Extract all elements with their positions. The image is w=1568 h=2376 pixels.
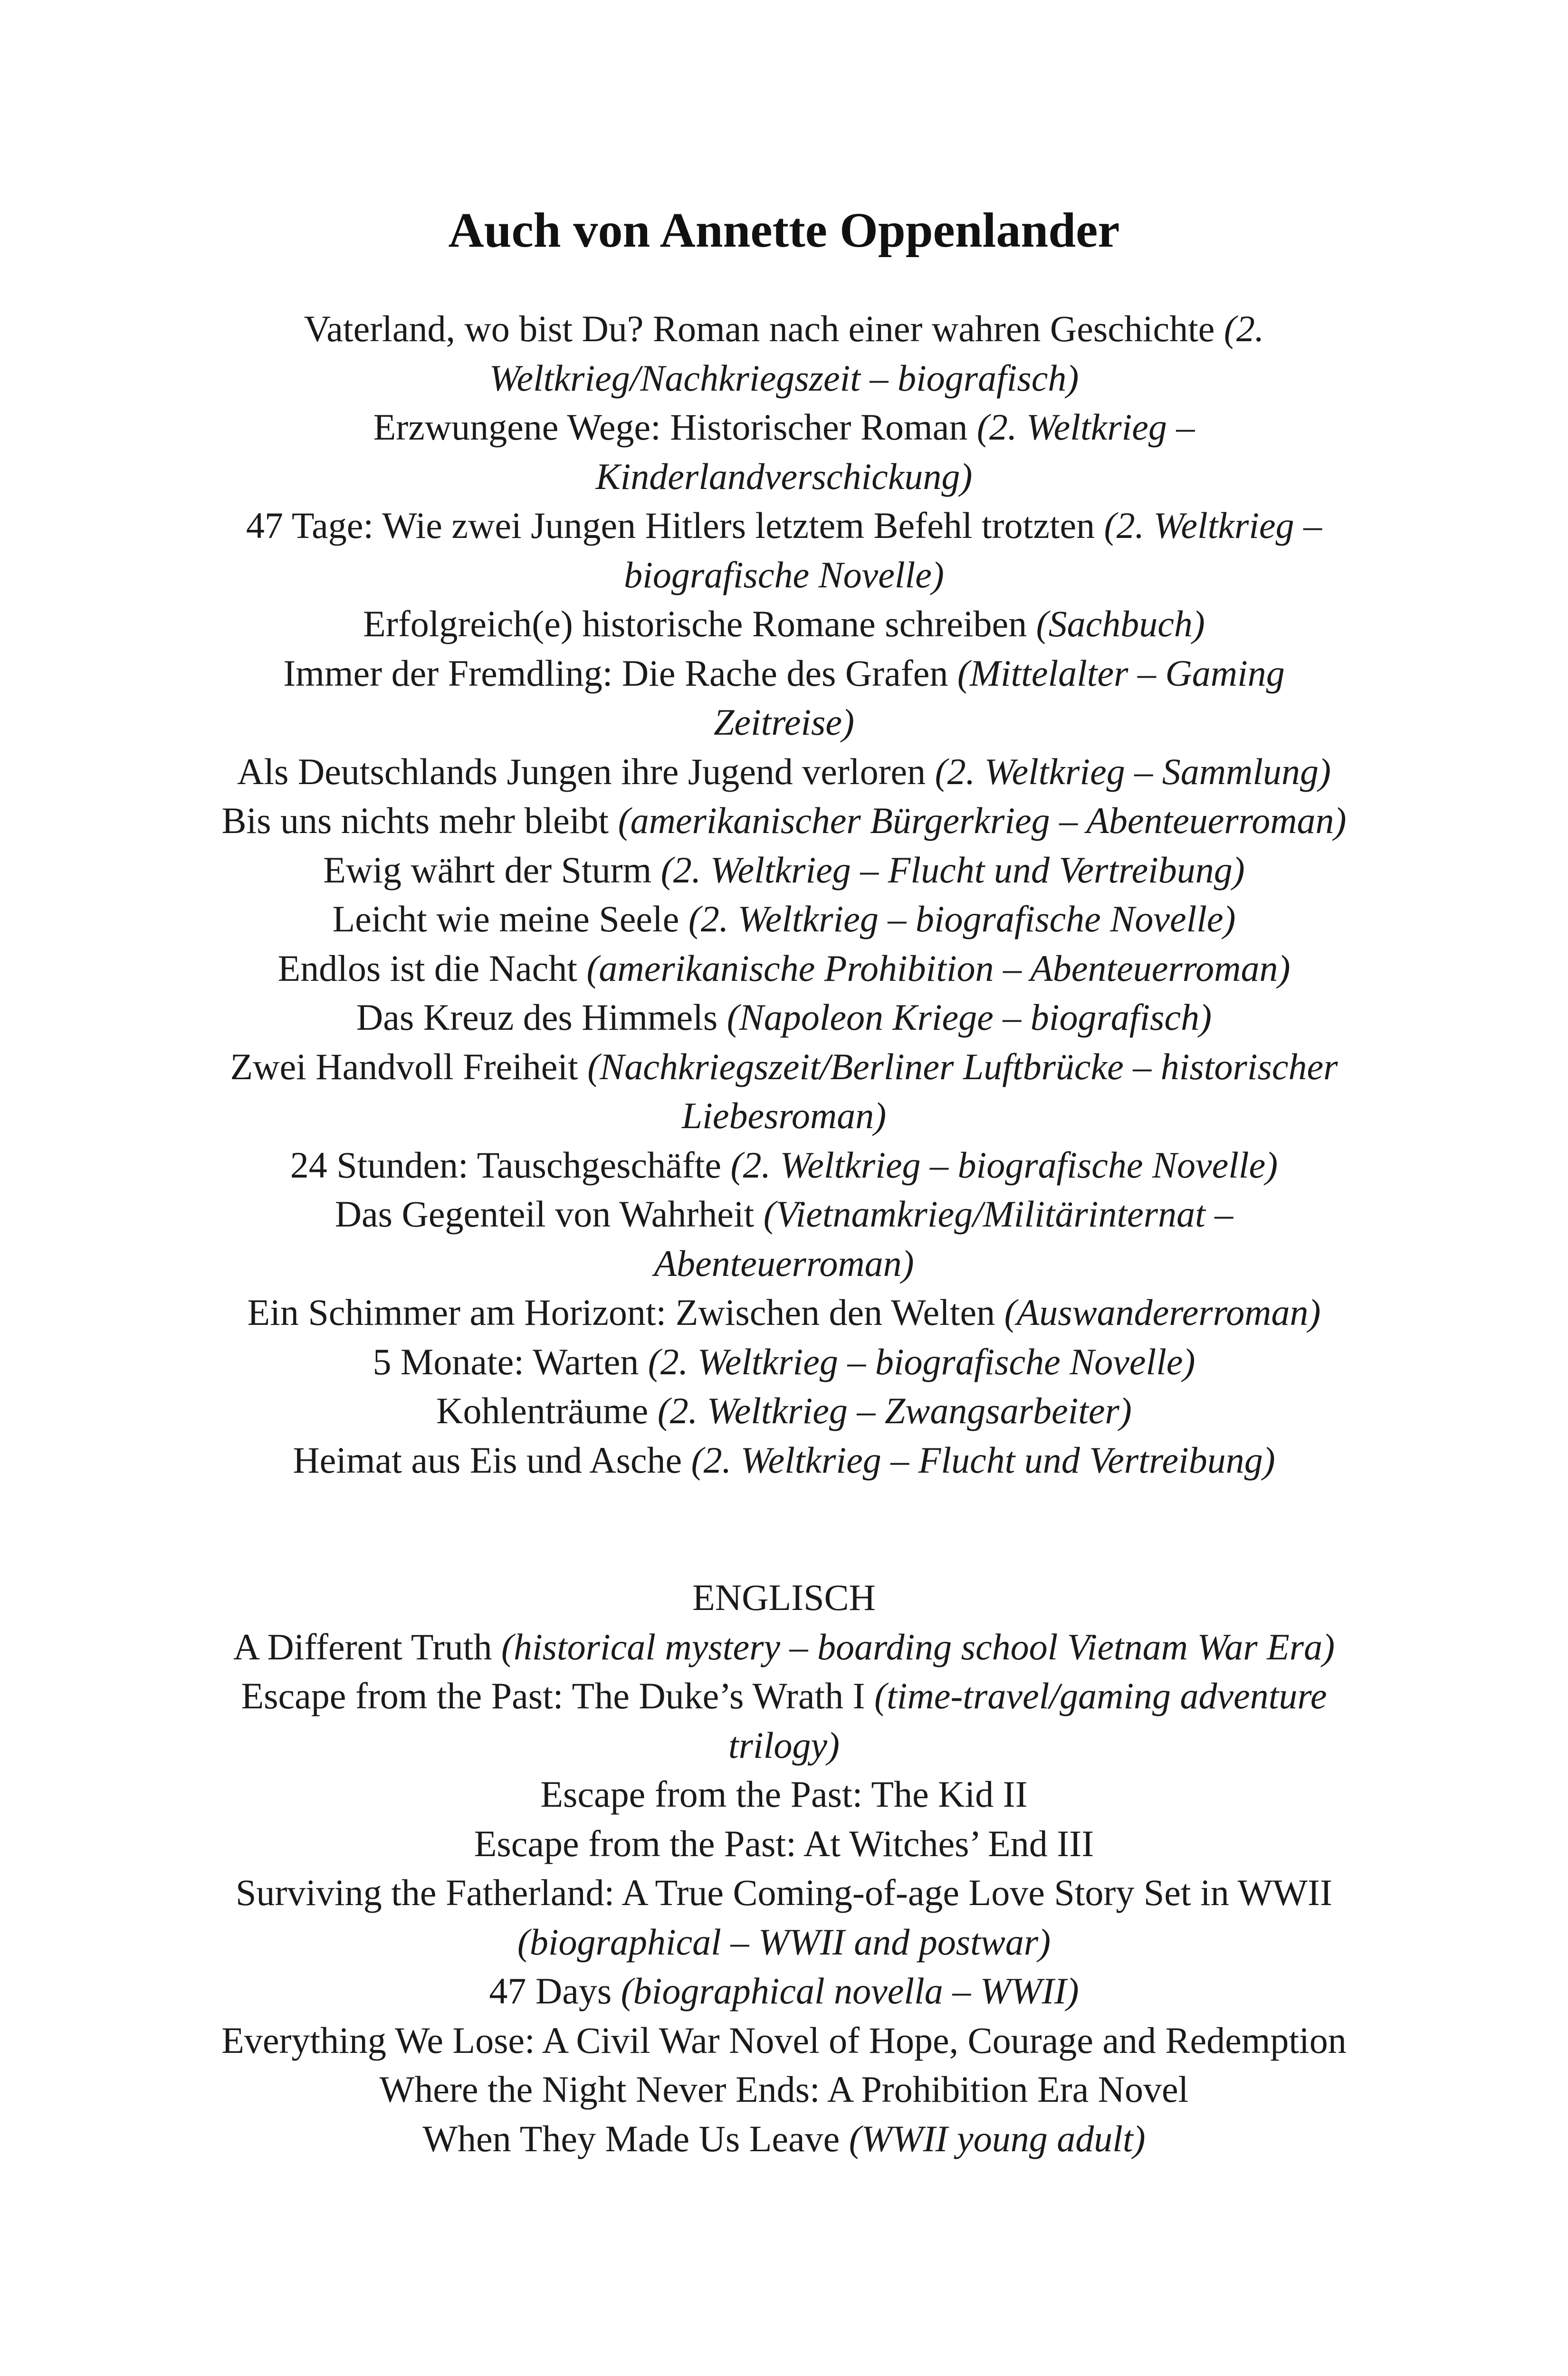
book-title: Ewig währt der Sturm (323, 849, 652, 891)
list-item (209, 1819, 1359, 1868)
list-item (209, 1337, 1359, 1387)
list-item (209, 796, 1359, 845)
list-item (209, 2016, 1359, 2065)
list-item (209, 1917, 1359, 1967)
book-note: (2. Weltkrieg – Zwangsarbeiter) (657, 1390, 1132, 1431)
book-note: (2. Weltkrieg/Nachkriegszeit – biografisch) (489, 308, 1264, 399)
book-title: Heimat aus Eis und Asche (293, 1439, 682, 1481)
book-title: Kohlenträume (436, 1390, 649, 1431)
list-item (209, 1868, 1359, 1917)
book-note: (2. Weltkrieg – biografische Novelle) (648, 1341, 1195, 1382)
list-item (209, 1770, 1359, 1819)
book-note: (2. Weltkrieg – biografische Novelle) (688, 898, 1236, 939)
book-note: (2. Weltkrieg – Kinderlandverschickung) (595, 406, 1195, 497)
book-title: 5 Monate: Warten (373, 1341, 639, 1382)
german-book-list (209, 304, 1359, 1485)
list-item (209, 1436, 1359, 1485)
book-title: Where the Night Never Ends: A Prohibition Era Novel (379, 2069, 1189, 2110)
book-title: Escape from the Past: The Kid II (540, 1773, 1028, 1815)
list-item (209, 2114, 1359, 2164)
book-title: 47 Days (489, 1970, 612, 2012)
book-note: (Nachkriegszeit/Berliner Luftbrücke – historischer Liebesroman) (587, 1045, 1338, 1136)
book-note: (amerikanische Prohibition – Abenteuerroman) (586, 947, 1291, 989)
book-title: A Different Truth (233, 1626, 492, 1667)
book-note: (2. Weltkrieg – Flucht und Vertreibung) (660, 849, 1245, 891)
book-title: Erzwungene Wege: Historischer Roman (373, 406, 968, 448)
list-item (209, 501, 1359, 599)
book-title: Zwei Handvoll Freiheit (230, 1045, 578, 1087)
book-note: (historical mystery – boarding school Vietnam War Era) (501, 1626, 1335, 1667)
book-title: 24 Stunden: Tauschgeschäfte (290, 1144, 722, 1186)
book-note: (biographical novella – WWII) (621, 1970, 1079, 2012)
list-item (209, 1966, 1359, 2016)
list-item (209, 944, 1359, 993)
list-item (209, 845, 1359, 895)
list-item (209, 2065, 1359, 2114)
book-note: (2. Weltkrieg – biografische Novelle) (730, 1144, 1278, 1186)
book-title: Escape from the Past: At Witches’ End III (474, 1822, 1094, 1864)
list-item (209, 304, 1359, 402)
book-title: Surviving the Fatherland: A True Coming-of-age Love Story Set in WWII (236, 1872, 1332, 1913)
list-item (209, 993, 1359, 1042)
book-title: 47 Tage: Wie zwei Jungen Hitlers letztem Befehl trotzten (246, 505, 1095, 546)
book-note: (biographical – WWII and postwar) (517, 1921, 1051, 1963)
book-title: Das Kreuz des Himmels (356, 996, 718, 1038)
book-title: When They Made Us Leave (422, 2117, 840, 2159)
book-note: (WWII young adult) (849, 2117, 1146, 2159)
book-note: (Mittelalter – Gaming Zeitreise) (713, 652, 1285, 743)
list-item (209, 1386, 1359, 1436)
list-item (209, 747, 1359, 796)
book-title: Das Gegenteil von Wahrheit (335, 1193, 755, 1235)
list-item (209, 1042, 1359, 1140)
list-item (209, 402, 1359, 501)
book-title: Ein Schimmer am Horizont: Zwischen den Welten (247, 1292, 995, 1333)
book-title: Escape from the Past: The Duke’s Wrath I (241, 1675, 865, 1716)
book-title: Immer der Fremdling: Die Rache des Grafen (283, 652, 948, 694)
book-note: (Napoleon Kriege – biografisch) (727, 996, 1212, 1038)
section-heading: ENGLISCH (692, 1577, 876, 1618)
list-item (209, 1622, 1359, 1672)
page-title: Auch von Annette Oppenlander (448, 203, 1120, 258)
english-book-list (209, 1573, 1359, 2163)
book-note: (2. Weltkrieg – biografische Novelle) (624, 505, 1322, 595)
book-title: Everything We Lose: A Civil War Novel of Hope, Courage and Redemption (221, 2019, 1347, 2061)
list-item (209, 1288, 1359, 1337)
list-item (209, 1189, 1359, 1288)
list-item (209, 1140, 1359, 1190)
book-title: Leicht wie meine Seele (332, 898, 679, 939)
book-title: Vaterland, wo bist Du? Roman nach einer wahren Geschichte (304, 308, 1215, 349)
book-note: (time-travel/gaming adventure trilogy) (728, 1675, 1327, 1766)
book-note: (amerikanischer Bürgerkrieg – Abenteuerroman) (618, 800, 1347, 841)
book-note: (Auswandererroman) (1004, 1292, 1321, 1333)
list-item (209, 894, 1359, 944)
book-note: (2. Weltkrieg – Sammlung) (935, 750, 1331, 792)
list-item (209, 1671, 1359, 1770)
list-item (209, 599, 1359, 649)
book-title: Als Deutschlands Jungen ihre Jugend verloren (237, 750, 926, 792)
book-note: (2. Weltkrieg – Flucht und Vertreibung) (691, 1439, 1275, 1481)
list-item (209, 649, 1359, 747)
book-title: Bis uns nichts mehr bleibt (221, 800, 609, 841)
book-note: (Sachbuch) (1036, 603, 1205, 644)
book-title: Erfolgreich(e) historische Romane schreiben (363, 603, 1027, 644)
book-title: Endlos ist die Nacht (277, 947, 577, 989)
book-note: (Vietnamkrieg/Militärinternat – Abenteuerroman) (654, 1193, 1233, 1284)
